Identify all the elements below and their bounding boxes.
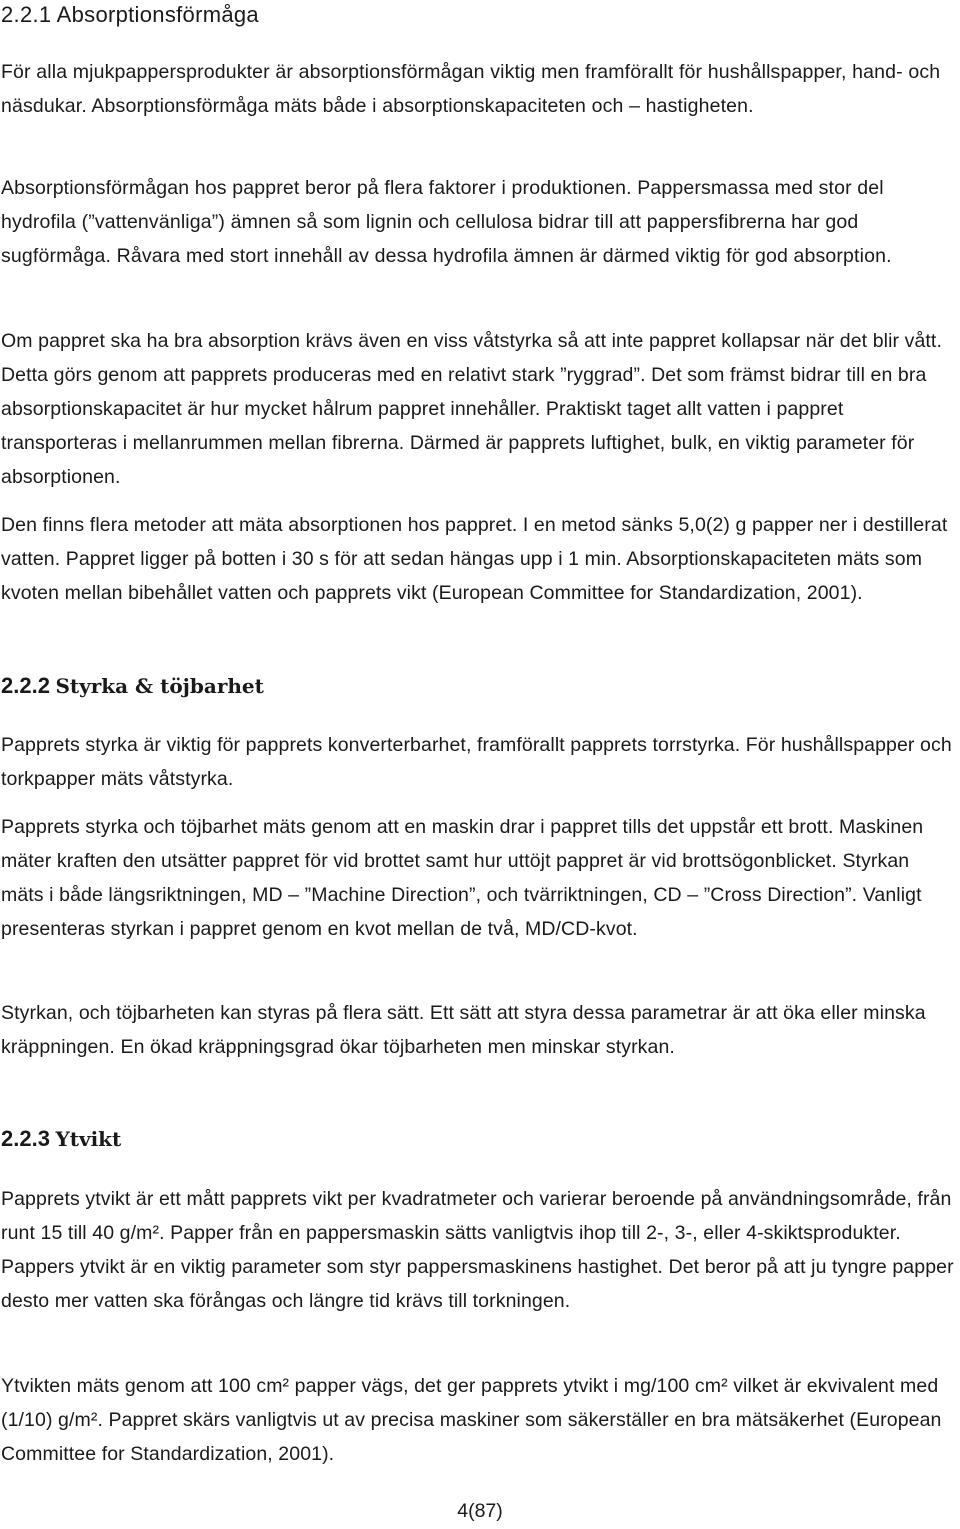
section-title: Absorptionsförmåga (56, 2, 259, 27)
paragraph: Styrkan, och töjbarheten kan styras på flera sätt. Ett sätt att styra dessa parametrar är att öka eller minska kräppningen. En ökad kräppningsgrad ökar töjbarheten men minskar styrkan. (1, 1002, 926, 1058)
section-number: 2.2.3 (1, 1126, 50, 1151)
paragraph: Papprets ytvikt är ett mått papprets vikt per kvadratmeter och varierar beroende på användningsområde, från runt 15 till 40 g/m². Papper från en pappersmaskin sätts vanligtvis ihop till 2-, 3-, eller 4-skiktsprodukter. Pappers ytvikt är en viktig parameter som styr pappersmaskinens hastighet. Det beror på att ju tyngre papper desto mer vatten ska förångas och längre tid krävs till torkningen. (1, 1188, 954, 1312)
paragraph: Ytvikten mäts genom att 100 cm² papper vägs, det ger papprets ytvikt i mg/100 cm² vilket är ekvivalent med (1/10) g/m². Pappret skärs vanligtvis ut av precisa maskiner som säkerställer en bra mätsäkerhet (European Committee for Standardization, 2001). (1, 1375, 942, 1465)
section-number: 2.2.2 (1, 673, 50, 698)
section-title: Ytvikt (55, 1127, 122, 1151)
section-heading-strength (1, 671, 957, 701)
section-title: Styrka & töjbarhet (55, 674, 264, 698)
paragraph: Absorptionsförmågan hos pappret beror på flera faktorer i produktionen. Pappersmassa med stor del hydrofila (”vattenvänliga”) ämnen så som lignin och cellulosa bidrar till att pappersfibrerna har god sugförmåga. Råvara med stort innehåll av dessa hydrofila ämnen är därmed viktig för god absorption. (1, 177, 892, 267)
section-heading-grammage (1, 1124, 957, 1154)
page-number: 4(87) (457, 1500, 503, 1522)
section-heading-absorption (1, 0, 957, 30)
section-number: 2.2.1 (1, 2, 52, 27)
paragraph: Den finns flera metoder att mäta absorptionen hos pappret. I en metod sänks 5,0(2) g papper ner i destillerat vatten. Pappret ligger på botten i 30 s för att sedan hängas upp i 1 min. Absorptionskapaciteten mäts som kvoten mellan bibehållet vatten och papprets vikt (European Committee for Standardization, 2001). (1, 514, 948, 604)
paragraph: Papprets styrka och töjbarhet mäts genom att en maskin drar i pappret tills det uppstår ett brott. Maskinen mäter kraften den utsätter pappret för vid brottet samt hur uttöjt pappret är vid brottsögonblicket. Styrkan mäts i både längsriktningen, MD – ”Machine Direction”, och tvärriktningen, CD – ”Cross Direction”. Vanligt presenteras styrkan i pappret genom en kvot mellan de två, MD/CD-kvot. (1, 816, 924, 940)
paragraph: För alla mjukpappersprodukter är absorptionsförmågan viktig men framförallt för hushållspapper, hand- och näsdukar. Absorptionsförmåga mäts både i absorptionskapaciteten och – hastigheten. (1, 61, 941, 117)
paragraph: Om pappret ska ha bra absorption krävs även en viss våtstyrka så att inte pappret kollapsar när det blir vått. Detta görs genom att papprets produceras med en relativt stark ”ryggrad”. Det som främst bidrar till en bra absorptionskapacitet är hur mycket hålrum pappret innehåller. Praktiskt taget allt vatten i pappret transporteras i mellanrummen mellan fibrerna. Därmed är papprets luftighet, bulk, en viktig parameter för absorptionen. (1, 330, 942, 488)
paragraph: Papprets styrka är viktig för papprets konverterbarhet, framförallt papprets torrstyrka. För hushållspapper och torkpapper mäts våtstyrka. (1, 734, 952, 790)
